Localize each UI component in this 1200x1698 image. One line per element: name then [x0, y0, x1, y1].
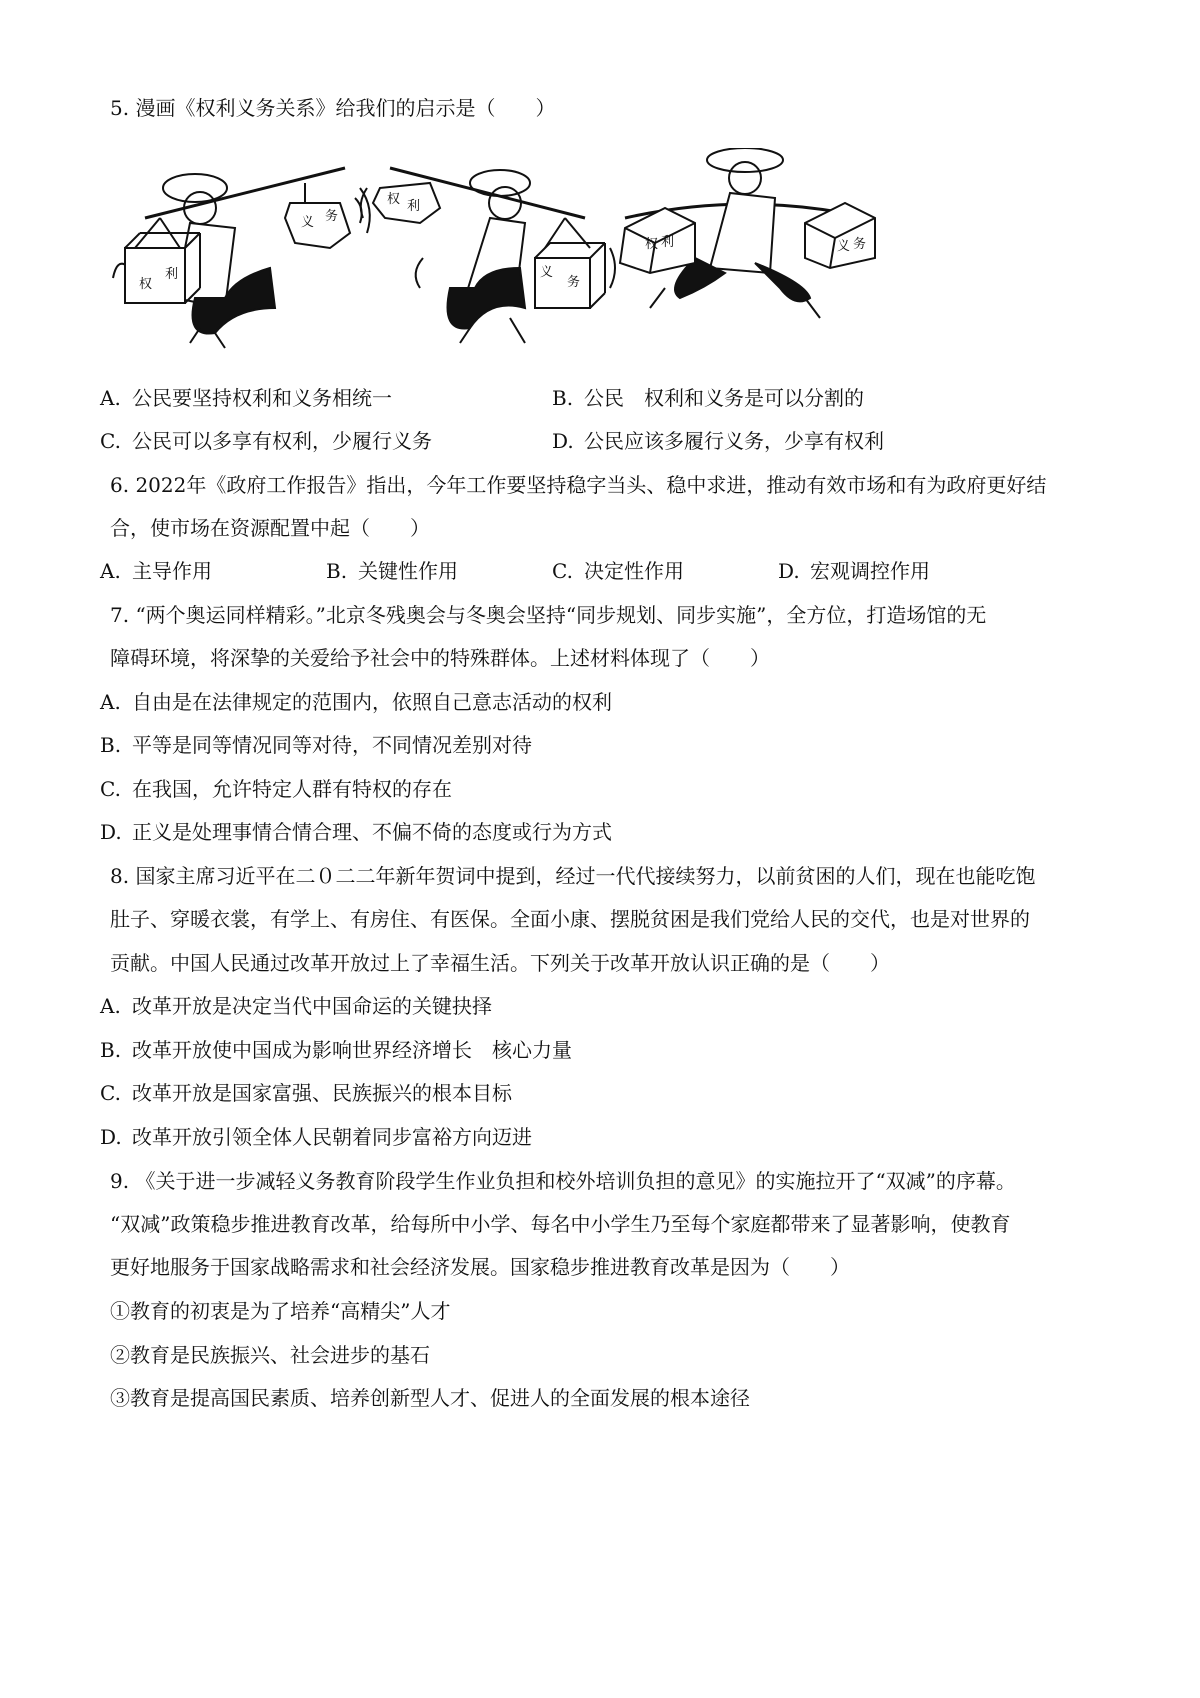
panel2-low-label-1: 义 — [540, 265, 554, 280]
cartoon-panel-1 — [113, 168, 370, 348]
q8-stem-line-1: 8. 国家主席习近平在二０二二年新年贺词中提到，经过一代代接续努力，以前贫困的人们，现在也能吃饱 — [110, 864, 1036, 888]
q6-stem-line-2: 合，使市场在资源配置中起（ ） — [110, 516, 430, 540]
q6-option-d: D. 宏观调控作用 — [778, 559, 930, 583]
q7-option-a: A. 自由是在法律规定的范围内，依照自己意志活动的权利 — [100, 690, 612, 714]
panel3-right-label-2: 务 — [853, 237, 867, 252]
q6-stem-line-1: 6. 2022年《政府工作报告》指出，今年工作要坚持稳字当头、稳中求进，推动有效市场和有为政府更好结 — [110, 473, 1047, 497]
q8-option-b: B. 改革开放使中国成为影响世界经济增长 核心力量 — [100, 1038, 572, 1062]
q9-item-3: ③教育是提高国民素质、培养创新型人才、促进人的全面发展的根本途径 — [110, 1386, 750, 1410]
q6-option-b: B. 关键性作用 — [326, 559, 458, 583]
cartoon-panel-3 — [620, 148, 875, 318]
q8-option-d: D. 改革开放引领全体人民朝着同步富裕方向迈进 — [100, 1125, 532, 1149]
q6-option-a: A. 主导作用 — [100, 559, 212, 583]
panel3-left-label-2: 利 — [661, 235, 675, 250]
q7-option-c: C. 在我国，允许特定人群有特权的存在 — [100, 777, 452, 801]
q5-option-d: D. 公民应该多履行义务，少享有权利 — [552, 429, 884, 453]
panel1-high-label-1: 义 — [301, 215, 315, 230]
q9-stem-line-2: “双减”政策稳步推进教育改革，给每所中小学、每名中小学生乃至每个家庭都带来了显著影响，使教育 — [110, 1212, 1011, 1236]
panel2-high-label-2: 利 — [407, 199, 421, 214]
panel1-low-label-2: 利 — [165, 267, 179, 282]
q6-option-c: C. 决定性作用 — [552, 559, 684, 583]
q5-option-a: A. 公民要坚持权利和义务相统一 — [100, 386, 392, 410]
q8-stem-line-2: 肚子、穿暖衣裳，有学上、有房住、有医保。全面小康、摆脱贫困是我们党给人民的交代，也是对世界的 — [110, 907, 1030, 931]
panel1-high-label-2: 务 — [325, 209, 339, 224]
q7-stem-line-1: 7. “两个奥运同样精彩。”北京冬残奥会与冬奥会坚持“同步规划、同步实施”，全方位，打造场馆的无 — [110, 603, 987, 627]
q5-option-b: B. 公民 权利和义务是可以分割的 — [552, 386, 864, 410]
panel2-low-label-2: 务 — [567, 275, 581, 290]
q7-option-b: B. 平等是同等情况同等对待，不同情况差别对待 — [100, 733, 532, 757]
panel2-high-label-1: 权 — [387, 192, 401, 207]
rights-duties-cartoon — [105, 148, 935, 358]
q9-stem-line-1: 9. 《关于进一步减轻义务教育阶段学生作业负担和校外培训负担的意见》的实施拉开了“双减”的序幕。 — [110, 1169, 1016, 1193]
q8-stem-line-3: 贡献。中国人民通过改革开放过上了幸福生活。下列关于改革开放认识正确的是（ ） — [110, 951, 890, 975]
panel1-low-label-1: 权 — [139, 277, 153, 292]
q7-option-d: D. 正义是处理事情合情合理、不偏不倚的态度或行为方式 — [100, 820, 612, 844]
q7-stem-line-2: 障碍环境，将深挚的关爱给予社会中的特殊群体。上述材料体现了（ ） — [110, 646, 770, 670]
q9-item-1: ①教育的初衷是为了培养“高精尖”人才 — [110, 1299, 451, 1323]
q5-stem: 5. 漫画《权利义务关系》给我们的启示是（ ） — [110, 96, 556, 120]
q5-option-c: C. 公民可以多享有权利，少履行义务 — [100, 429, 432, 453]
q9-item-2: ②教育是民族振兴、社会进步的基石 — [110, 1343, 430, 1367]
panel3-right-label-1: 义 — [837, 239, 851, 254]
q8-option-c: C. 改革开放是国家富强、民族振兴的根本目标 — [100, 1081, 512, 1105]
panel3-left-label-1: 权 — [645, 237, 659, 252]
q9-stem-line-3: 更好地服务于国家战略需求和社会经济发展。国家稳步推进教育改革是因为（ ） — [110, 1255, 850, 1279]
q8-option-a: A. 改革开放是决定当代中国命运的关键抉择 — [100, 994, 492, 1018]
